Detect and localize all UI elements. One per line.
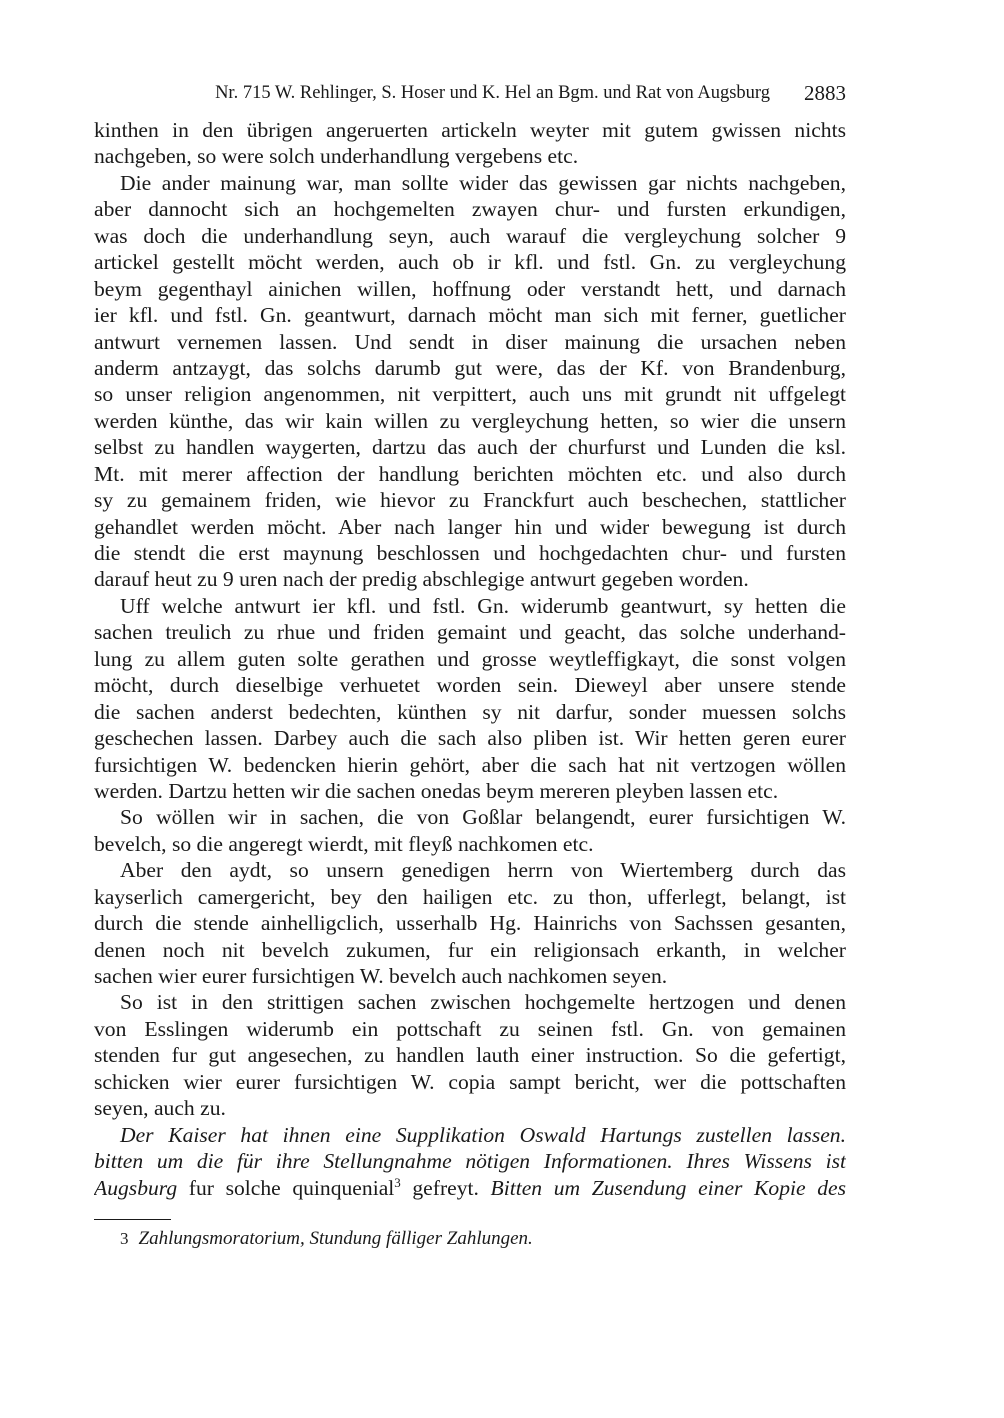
- running-header: [94, 76, 846, 110]
- text-line: durch die stende ainhelligclich, usserhalb Hg. Hainrichs von Sachssen gesanten,: [94, 911, 846, 936]
- text-line: werden künthe, das wir kain willen zu vergleychung hetten, so wier die unsern: [94, 408, 846, 433]
- text-line-mixed: [94, 1175, 846, 1201]
- text-line: stenden fur gut angesechen, zu handlen lauth einer instruction. So die gefertigt,: [94, 1043, 846, 1068]
- roman-span: gefreyt.: [400, 1175, 491, 1200]
- main-text: [94, 117, 846, 1201]
- text-line: Mt. mit merer affection der handlung berichten möchten etc. und also durch: [94, 461, 846, 486]
- text-line: darauf heut zu 9 uren nach der predig abschlegige antwurt gegeben worden.: [94, 567, 749, 592]
- footnote-text: Zahlungsmoratorium, Stundung fälliger Zahlungen.: [138, 1228, 533, 1249]
- text-line: Die ander mainung war, man sollte wider das gewissen gar nichts nachgeben,: [120, 170, 846, 195]
- text-line: schicken wier eurer fursichtigen W. copia sampt bericht, wer die pottschaften: [94, 1069, 846, 1094]
- running-header-title: Nr. 715 W. Rehlinger, S. Hoser und K. Hel an Bgm. und Rat von Augsburg: [215, 83, 770, 103]
- text-line: bevelch, so die angeregt wierdt, mit fleyß nachkomen etc.: [94, 831, 594, 856]
- text-line: nachgeben, so were solch underhandlung vergebens etc.: [94, 144, 579, 169]
- roman-span: fur solche quinquenial: [177, 1175, 395, 1200]
- text-line: fursichtigen W. bedencken hierin gehört, aber die sach hat nit vertzogen wöllen: [94, 752, 846, 777]
- text-line: lung zu allem guten solte gerathen und grosse weytleffigkayt, die sonst volgen: [94, 646, 846, 671]
- italic-span: Bitten um Zusendung einer Kopie des: [490, 1175, 846, 1200]
- text-line: bitten um die für ihre Stellungnahme nötigen Informationen. Ihres Wissens ist: [94, 1149, 846, 1174]
- text-line: aber dannocht sich an hochgemelten zwayen chur- und fursten erkundigen,: [94, 197, 846, 222]
- text-line: geschechen lassen. Darbey auch die sach also pliben ist. Wir hetten geren eurer: [94, 726, 846, 751]
- text-line: beym gegenthayl ainichen willen, hoffnung oder verstandt hett, und darnach: [94, 276, 846, 301]
- text-line: denen noch nit bevelch zukumen, fur ein religionsach erkanth, in welcher: [94, 937, 846, 962]
- text-line: sy zu gemainem friden, wie hievor zu Franckfurt auch beschechen, stattlicher: [94, 488, 846, 513]
- text-line: werden. Dartzu hetten wir die sachen onedas beym mereren pleyben lassen etc.: [94, 778, 779, 803]
- text-line: die stendt die erst maynung beschlossen und hochgedachten chur- und fursten: [94, 541, 846, 565]
- text-line: möcht, durch dieselbige verhuetet worden sein. Dieweyl aber unsere stende: [94, 673, 846, 698]
- text-line: Uff welche antwurt ier kfl. und fstl. Gn. widerumb geantwurt, sy hetten die: [120, 593, 846, 618]
- text-line: Der Kaiser hat ihnen eine Supplikation Oswald Hartungs zustellen lassen.: [120, 1122, 846, 1147]
- text-line: so unser religion angenommen, nit verpittert, auch uns mit grundt nit uffgelegt: [94, 382, 846, 407]
- text-line: ier kfl. und fstl. Gn. geantwurt, darnach möcht man sich mit ferner, guetlicher: [94, 303, 846, 328]
- text-line: sachen wier eurer fursichtigen W. bevelch auch nachkomen seyen.: [94, 964, 668, 988]
- footnote-divider: [94, 1219, 171, 1220]
- text-line: die sachen anderst bedechten, künthen sy nit darfur, sonder muessen solchs: [94, 699, 846, 724]
- text-line: selbst zu handlen waygerten, dartzu das auch der churfurst und Lunden die ksl.: [94, 435, 846, 460]
- text-line: was doch die underhandlung seyn, auch warauf die vergleychung solcher 9: [94, 223, 846, 248]
- text-line: antwurt vernemen lassen. Und sendt in diser mainung die ursachen neben: [94, 329, 846, 354]
- text-line: artickel gestellt möcht werden, auch ob ir kfl. und fstl. Gn. zu vergleychung: [94, 250, 846, 275]
- text-line: kayserlich camergericht, bey den hailigen etc. zu thon, ufferlegt, belangt, ist: [94, 884, 846, 909]
- footnote: [120, 1226, 533, 1252]
- text-line: anderm antzaygt, das solchs darumb gut were, das der Kf. von Brandenburg,: [94, 355, 846, 380]
- page-number: 2883: [804, 81, 846, 105]
- text-line: seyen, auch zu.: [94, 1096, 226, 1121]
- text-line: So ist in den strittigen sachen zwischen hochgemelte hertzogen und denen: [120, 990, 846, 1015]
- footnote-number: 3: [120, 1229, 129, 1248]
- text-line: kinthen in den übrigen angeruerten artickeln weyter mit gutem gwissen nichts: [94, 118, 846, 142]
- text-line: von Esslingen widerumb ein pottschaft zu seinen fstl. Gn. von gemainen: [94, 1016, 846, 1041]
- text-line: sachen treulich zu rhue und friden gemaint und geacht, das solche underhand-: [94, 620, 846, 645]
- italic-span: Augsburg: [94, 1175, 178, 1200]
- footnote-marker[interactable]: 3: [394, 1174, 401, 1190]
- text-line: Aber den aydt, so unsern genedigen herrn von Wiertemberg durch das: [120, 858, 846, 883]
- text-line: So wöllen wir in sachen, die von Goßlar belangendt, eurer fursichtigen W.: [120, 805, 846, 830]
- text-line: gehandlet werden möcht. Aber nach langer hin und wider bewegung ist durch: [94, 514, 846, 539]
